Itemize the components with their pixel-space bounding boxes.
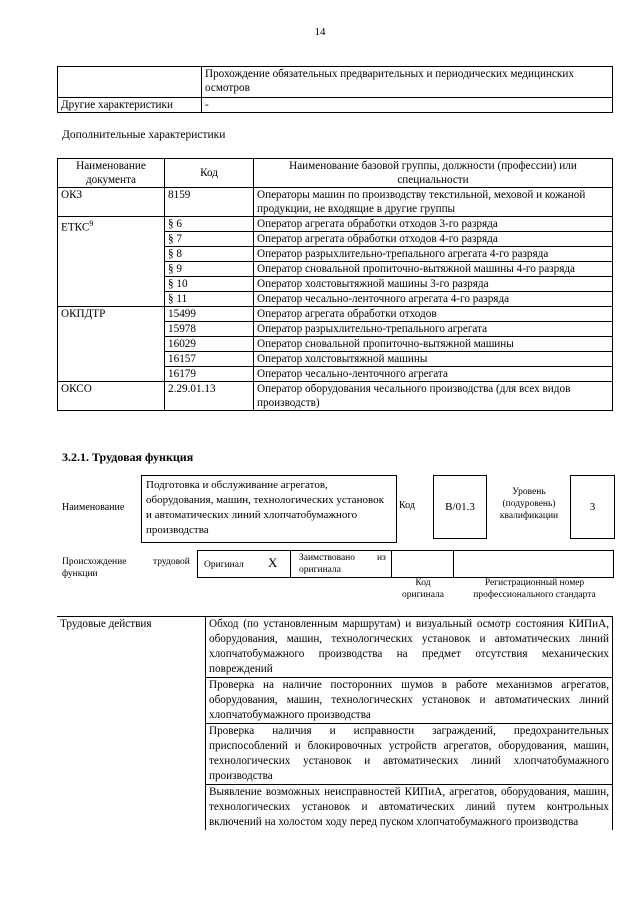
code-cell: § 11 (165, 292, 254, 307)
doc-label: ЕТКС (61, 221, 90, 234)
borrowed-label: Заимствовано (299, 553, 356, 563)
name-cell: Оператор разрыхлительно-трепального агрегата 4-го разряда (254, 247, 613, 262)
action-item: Проверка наличия и исправности заграждений, предохранительных приспособлений и блокировочных устройств агрегатов, оборудования, машин, технологических установок и автоматических линий хлопчатобумажного производства (206, 724, 613, 785)
top-characteristics-table (57, 66, 613, 113)
name-cell: Оператор разрыхлительно-трепального агрегата (254, 322, 613, 337)
page-number: 14 (314, 26, 326, 38)
reg-number-label: Регистрационный номер профессионального стандарта (473, 578, 596, 600)
function-name-value: Подготовка и обслуживание агрегатов, оборудования, машин, технологических установок и автоматических линий хлопчатобумажного производства (141, 475, 397, 543)
code-cell: § 10 (165, 277, 254, 292)
name-cell: Оператор оборудования чесального производства (для всех видов производств) (254, 382, 613, 411)
borrowed-label-3: оригинала (299, 565, 341, 575)
code-cell: 8159 (165, 188, 254, 217)
code-cell: 16157 (165, 352, 254, 367)
header-code: Код (165, 159, 254, 188)
doc-cell-okpdtr: ОКПДТР (58, 307, 165, 382)
name-cell: Оператор сновальной пропиточно-вытяжной машины (254, 337, 613, 352)
table-row (57, 617, 613, 678)
original-code-cell (391, 550, 454, 578)
code-cell: 16029 (165, 337, 254, 352)
name-cell: Оператор агрегата обработки отходов 4-го разряда (254, 232, 613, 247)
name-cell: Оператор агрегата обработки отходов 3-го разряда (254, 217, 613, 232)
origin-label-3: функции (62, 569, 98, 579)
labor-actions-label: Трудовые действия (57, 617, 206, 831)
doc-cell-etks (58, 217, 165, 307)
doc-cell: ОКСО (58, 382, 165, 411)
other-characteristics-value: - (202, 98, 613, 113)
name-cell: Оператор агрегата обработки отходов (254, 307, 613, 322)
name-cell: Оператор сновальной пропиточно-вытяжной машины 4-го разряда (254, 262, 613, 277)
other-characteristics-label: Другие характеристики (58, 98, 202, 113)
header-name: Наименование базовой группы, должности (профессии) или специальности (254, 159, 613, 188)
top-empty-cell (58, 67, 202, 98)
borrowed-cell (290, 550, 392, 578)
origin-label: Происхождение (62, 557, 127, 567)
additional-characteristics-table (57, 158, 613, 411)
code-cell: 15499 (165, 307, 254, 322)
additional-characteristics-caption: Дополнительные характеристики (62, 129, 226, 141)
labor-actions-table (57, 616, 613, 830)
section-title: 3.2.1. Трудовая функция (62, 450, 194, 464)
origin-label-2: трудовой (153, 557, 190, 567)
code-cell: 15978 (165, 322, 254, 337)
code-cell: 2.29.01.13 (165, 382, 254, 411)
original-code-label: Код оригинала (402, 578, 444, 600)
action-item: Выявление возможных неисправностей КИПиА, агрегатов, оборудования, машин, технологических установок и автоматических линий путем контрольных включений на холостом ходу перед пуском хлопчатобумажного производства (206, 785, 613, 831)
footnote-mark: 9 (89, 219, 94, 228)
original-cell (197, 550, 290, 578)
name-cell: Операторы машин по производству текстильной, меховой и кожаной продукции, не входящие в другие группы (254, 188, 613, 217)
name-cell: Оператор чесально-ленточного агрегата 4-го разряда (254, 292, 613, 307)
code-cell: 16179 (165, 367, 254, 382)
original-label: Оригинал (204, 560, 244, 570)
code-cell: § 7 (165, 232, 254, 247)
doc-cell: ОКЗ (58, 188, 165, 217)
name-cell: Оператор холстовытяжной машины 3-го разряда (254, 277, 613, 292)
table-row (58, 307, 613, 322)
borrowed-label-2: из (377, 553, 386, 563)
medical-exam-text: Прохождение обязательных предварительных и периодических медицинских осмотров (202, 67, 613, 98)
function-name-label: Наименование (62, 502, 125, 513)
action-item: Обход (по установленным маршрутам) и визуальный осмотр состояния КИПиА, оборудования, машин, технологических установок и автоматических линий хлопчатобумажного производства на предмет отсутствия механических повреждений (206, 617, 613, 678)
original-mark: X (268, 555, 278, 570)
function-code-value: B/01.3 (433, 475, 487, 539)
qualification-level-value: 3 (570, 475, 615, 539)
table-row (58, 217, 613, 232)
code-cell: § 9 (165, 262, 254, 277)
reg-number-cell (454, 550, 614, 578)
table-row (58, 382, 613, 411)
name-cell: Оператор чесально-ленточного агрегата (254, 367, 613, 382)
qualification-level-label: Уровень (подуровень) квалификации (499, 487, 559, 521)
name-cell: Оператор холстовытяжной машины (254, 352, 613, 367)
code-cell: § 6 (165, 217, 254, 232)
function-code-label: Код (399, 500, 415, 511)
header-document: Наименование документа (58, 159, 165, 188)
code-cell: § 8 (165, 247, 254, 262)
table-row (58, 188, 613, 217)
action-item: Проверка на наличие посторонних шумов в работе механизмов агрегатов, оборудования, машин, технологических установок и автоматических линий хлопчатобумажного производства (206, 678, 613, 724)
